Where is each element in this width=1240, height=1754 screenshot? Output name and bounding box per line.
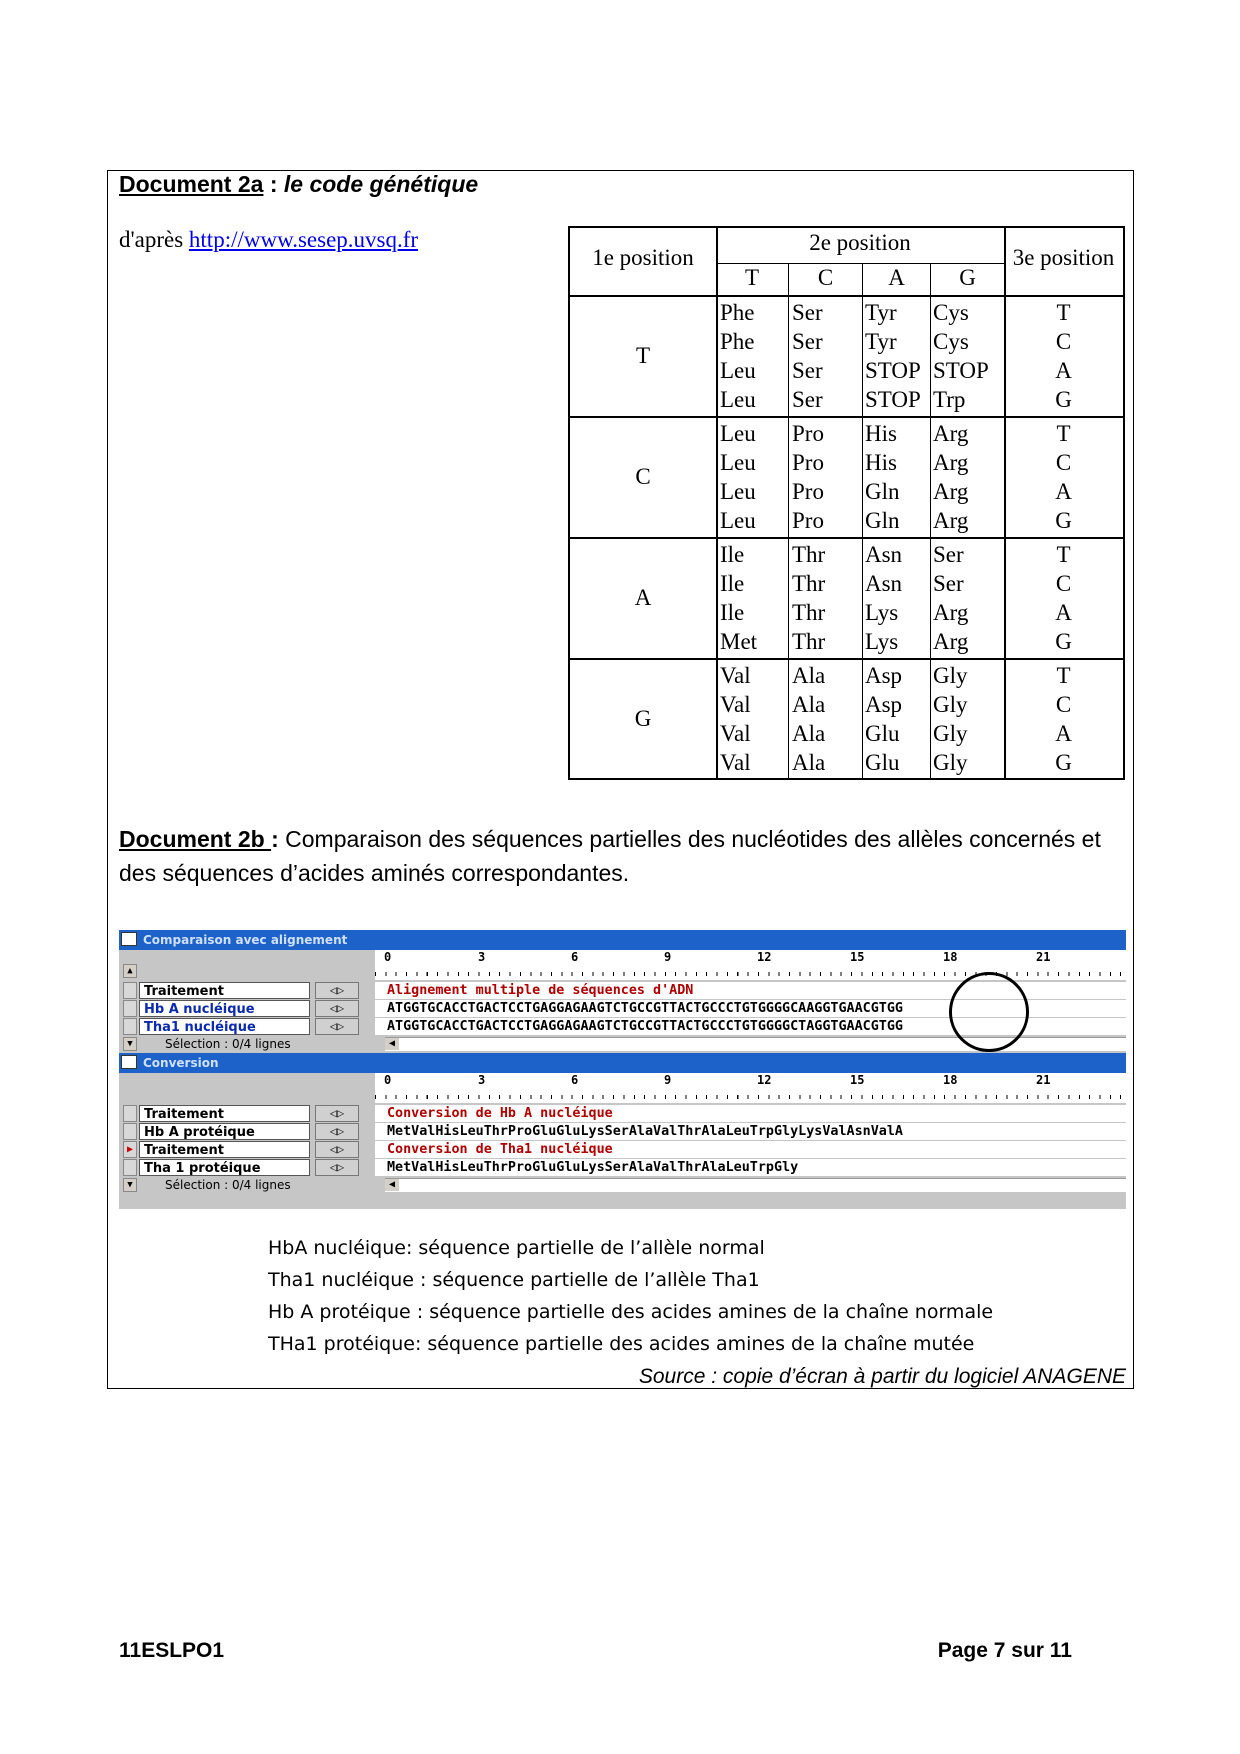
amino-acid-cell: Arg — [933, 421, 969, 446]
track-arrows[interactable]: ◁▷ — [315, 982, 359, 999]
track-arrows[interactable]: ◁▷ — [315, 1159, 359, 1176]
amino-acid-cell: Thr — [792, 542, 826, 567]
ruler-number: 9 — [664, 1073, 672, 1087]
amino-acid-cell: Ala — [792, 692, 826, 717]
genetic-code-table — [568, 226, 1125, 780]
amino-acid-cell: Ile — [720, 600, 745, 625]
track-row — [119, 1141, 1126, 1159]
amino-acid-cell: Gln — [865, 508, 900, 533]
second-base-header: A — [888, 265, 905, 290]
amino-acid-cell: Thr — [792, 571, 826, 596]
second-base-header: C — [817, 265, 834, 290]
amino-acid-cell: Pro — [792, 479, 824, 504]
third-base-cell: T — [1056, 542, 1071, 567]
amino-acid-cell: Glu — [865, 750, 900, 775]
amino-acid-cell: STOP — [933, 358, 989, 383]
third-base-cell: T — [1056, 421, 1071, 446]
amino-acid-cell: Arg — [933, 479, 969, 504]
sequence-text: Alignement multiple de séquences d'ADN — [385, 982, 1126, 999]
amino-acid-cell: Asn — [865, 542, 903, 567]
doc2a-title: le code génétique — [283, 171, 479, 197]
amino-acid-cell: Phe — [720, 329, 755, 354]
window-icon — [121, 1055, 137, 1069]
ruler-number: 15 — [850, 1073, 865, 1087]
doc2a-label: Document 2a — [119, 171, 264, 197]
amino-acid-cell: Pro — [792, 421, 824, 446]
doc2a-heading — [119, 171, 478, 198]
legend-line: THa1 protéique: séquence partielle des acides amines de la chaîne mutée — [268, 1333, 975, 1355]
amino-acid-cell: Glu — [865, 721, 900, 746]
amino-acid-cell: Arg — [933, 450, 969, 475]
scroll-down-button[interactable]: ▼ — [123, 1037, 137, 1051]
amino-acid-cell: STOP — [865, 358, 921, 383]
source-credit: Source : copie d’écran à partir du logiciel ANAGENE — [638, 1365, 1126, 1388]
ruler-number: 9 — [664, 950, 672, 964]
first-base-cell: T — [635, 343, 651, 368]
amino-acid-cell: Ser — [933, 542, 964, 567]
align-ruler — [375, 950, 1126, 980]
scroll-up-button[interactable]: ▲ — [123, 964, 137, 978]
row-handle[interactable] — [123, 982, 137, 999]
amino-acid-cell: Asp — [865, 663, 903, 688]
legend-line: Tha1 nucléique : séquence partielle de l’allèle Tha1 — [268, 1269, 760, 1291]
track-row — [119, 1159, 1126, 1177]
ruler-number: 6 — [571, 1073, 579, 1087]
sequence-text: MetValHisLeuThrProGluGluLysSerAlaValThrAlaLeuTrpGlyLysValAsnValA — [385, 1123, 1126, 1140]
third-base-cell: A — [1055, 479, 1072, 504]
amino-acid-cell: Ala — [792, 663, 826, 688]
track-name[interactable]: Traitement — [139, 982, 310, 999]
ruler-number: 15 — [850, 950, 865, 964]
ruler-number: 3 — [478, 950, 486, 964]
amino-acid-cell: Gly — [933, 750, 968, 775]
amino-acid-cell: Leu — [720, 450, 756, 475]
ruler-number: 12 — [757, 1073, 772, 1087]
amino-acid-cell: Tyr — [865, 329, 897, 354]
ruler-number: 12 — [757, 950, 772, 964]
selection-status: Sélection : 0/4 lignes — [165, 1037, 291, 1051]
amino-acid-cell: Ile — [720, 571, 745, 596]
amino-acid-cell: Leu — [720, 508, 756, 533]
row-handle[interactable] — [123, 1018, 137, 1035]
amino-acid-cell: STOP — [865, 387, 921, 412]
sequence-text: ATGGTGCACCTGACTCCTGAGGAGAAGTCTGCCGTTACTGCCCTGTGGGGCAAGGTGAACGTGG — [385, 1000, 1126, 1017]
sequence-text: MetValHisLeuThrProGluGluLysSerAlaValThrAlaLeuTrpGly — [385, 1159, 1126, 1176]
track-name[interactable]: Traitement — [139, 1141, 310, 1158]
row-handle[interactable] — [123, 1105, 137, 1122]
scroll-down-button[interactable]: ▼ — [123, 1178, 137, 1192]
third-base-cell: G — [1055, 750, 1072, 775]
amino-acid-cell: Cys — [933, 300, 969, 325]
amino-acid-cell: His — [865, 421, 897, 446]
header-second-position: 2e position — [809, 230, 911, 255]
amino-acid-cell: Ser — [792, 358, 823, 383]
track-name[interactable]: Tha 1 protéique — [139, 1159, 310, 1176]
amino-acid-cell: Gly — [933, 663, 968, 688]
amino-acid-cell: Ile — [720, 542, 745, 567]
ruler-number: 21 — [1036, 1073, 1051, 1087]
row-handle[interactable] — [123, 1159, 137, 1176]
doc2b-separator: : — [271, 826, 279, 852]
row-handle[interactable] — [123, 1000, 137, 1017]
track-arrows[interactable]: ◁▷ — [315, 1123, 359, 1140]
ruler-number: 6 — [571, 950, 579, 964]
doc2b-heading — [119, 822, 1119, 890]
amino-acid-cell: Ala — [792, 721, 826, 746]
amino-acid-cell: Ser — [792, 300, 823, 325]
first-base-cell: A — [634, 585, 652, 610]
doc2a-separator: : — [263, 171, 284, 197]
amino-acid-cell: Ala — [792, 750, 826, 775]
track-row — [119, 1105, 1126, 1123]
ruler-number: 18 — [943, 950, 958, 964]
source-line — [119, 227, 418, 253]
doc2b-label: Document 2b — [119, 826, 272, 852]
align-window-title: Comparaison avec alignement — [119, 930, 1126, 950]
amino-acid-cell: Gly — [933, 721, 968, 746]
sequence-text: Conversion de Hb A nucléique — [385, 1105, 1126, 1122]
legend-line: Hb A protéique : séquence partielle des acides amines de la chaîne normale — [268, 1301, 994, 1323]
track-name[interactable]: Hb A nucléique — [139, 1000, 310, 1017]
scroll-left-icon[interactable]: ◀ — [385, 1179, 399, 1191]
ruler-number: 18 — [943, 1073, 958, 1087]
third-base-cell: C — [1055, 571, 1072, 596]
amino-acid-cell: Val — [720, 663, 751, 688]
track-arrows[interactable]: ◁▷ — [315, 1105, 359, 1122]
amino-acid-cell: Leu — [720, 358, 756, 383]
amino-acid-cell: Arg — [933, 508, 969, 533]
ruler-number: 3 — [478, 1073, 486, 1087]
conv-status-bar — [119, 1178, 1126, 1192]
track-arrows[interactable]: ◁▷ — [315, 1018, 359, 1035]
amino-acid-cell: Val — [720, 750, 751, 775]
second-base-header: G — [959, 265, 976, 290]
conv-ruler — [375, 1073, 1126, 1103]
amino-acid-cell: Thr — [792, 629, 826, 654]
third-base-cell: G — [1055, 508, 1072, 533]
track-arrows[interactable]: ◁▷ — [315, 1141, 359, 1158]
amino-acid-cell: Ser — [933, 571, 964, 596]
legend-line: HbA nucléique: séquence partielle de l’allèle normal — [268, 1237, 765, 1259]
scroll-left-icon[interactable]: ◀ — [385, 1038, 399, 1050]
track-name[interactable]: Traitement — [139, 1105, 310, 1122]
amino-acid-cell: Ser — [792, 387, 823, 412]
track-row — [119, 1123, 1126, 1141]
source-link[interactable]: http://www.sesep.uvsq.fr — [188, 227, 419, 252]
selection-status: Sélection : 0/4 lignes — [165, 1178, 291, 1192]
horizontal-scrollbar[interactable] — [385, 1178, 1126, 1192]
amino-acid-cell: Val — [720, 692, 751, 717]
footer-code: 11ESLPO1 — [119, 1639, 225, 1662]
header-third-position: 3e position — [1012, 245, 1115, 270]
amino-acid-cell: Pro — [792, 508, 824, 533]
amino-acid-cell: Leu — [720, 421, 756, 446]
conv-window-title: Conversion — [119, 1053, 1126, 1073]
amino-acid-cell: Leu — [720, 479, 756, 504]
sequence-text: ATGGTGCACCTGACTCCTGAGGAGAAGTCTGCCGTTACTGCCCTGTGGGGCTAGGTGAACGTGG — [385, 1018, 1126, 1035]
source-prefix: d'après — [119, 227, 189, 252]
ruler-number: 0 — [384, 1073, 392, 1087]
footer-page-number: Page 7 sur 11 — [937, 1639, 1072, 1662]
track-arrows[interactable]: ◁▷ — [315, 1000, 359, 1017]
first-base-cell: G — [634, 706, 652, 731]
amino-acid-cell: Val — [720, 721, 751, 746]
track-name[interactable]: Tha1 nucléique — [139, 1018, 310, 1035]
third-base-cell: G — [1055, 387, 1072, 412]
amino-acid-cell: Tyr — [865, 300, 897, 325]
first-base-cell: C — [635, 464, 651, 489]
amino-acid-cell: Gln — [865, 479, 900, 504]
ruler-ticks — [375, 1089, 1126, 1101]
third-base-cell: A — [1055, 600, 1072, 625]
amino-acid-cell: His — [865, 450, 897, 475]
row-handle[interactable] — [123, 1123, 137, 1140]
amino-acid-cell: Leu — [720, 387, 756, 412]
amino-acid-cell: Asn — [865, 571, 903, 596]
amino-acid-cell: Cys — [933, 329, 969, 354]
amino-acid-cell: Ser — [792, 329, 823, 354]
sequence-text: Conversion de Tha1 nucléique — [385, 1141, 1126, 1158]
third-base-cell: A — [1055, 358, 1072, 383]
third-base-cell: T — [1056, 300, 1071, 325]
amino-acid-cell: Phe — [720, 300, 755, 325]
amino-acid-cell: Asp — [865, 692, 903, 717]
third-base-cell: C — [1055, 329, 1072, 354]
ruler-number: 0 — [384, 950, 392, 964]
doc2b-text: Comparaison des séquences partielles des nucléotides des allèles concernés et des séquences d’acides aminés correspondantes. — [119, 826, 1101, 886]
third-base-cell: G — [1055, 629, 1072, 654]
ruler-ticks — [375, 966, 1126, 978]
third-base-cell: A — [1055, 721, 1072, 746]
amino-acid-cell: Pro — [792, 450, 824, 475]
third-base-cell: T — [1056, 663, 1071, 688]
current-row-icon[interactable]: ▶ — [123, 1141, 137, 1158]
amino-acid-cell: Arg — [933, 600, 969, 625]
third-base-cell: C — [1055, 450, 1072, 475]
third-base-cell: C — [1055, 692, 1072, 717]
amino-acid-cell: Met — [720, 629, 758, 654]
mutation-circle — [949, 972, 1029, 1052]
amino-acid-cell: Thr — [792, 600, 826, 625]
window-icon — [121, 932, 137, 946]
amino-acid-cell: Gly — [933, 692, 968, 717]
track-name[interactable]: Hb A protéique — [139, 1123, 310, 1140]
second-base-header: T — [744, 265, 760, 290]
legend — [268, 1232, 993, 1360]
amino-acid-cell: Lys — [865, 600, 899, 625]
amino-acid-cell: Arg — [933, 629, 969, 654]
ruler-number: 21 — [1036, 950, 1051, 964]
amino-acid-cell: Trp — [933, 387, 966, 412]
anagene-screenshot — [119, 930, 1126, 1209]
header-first-position: 1e position — [592, 245, 694, 270]
amino-acid-cell: Lys — [865, 629, 899, 654]
